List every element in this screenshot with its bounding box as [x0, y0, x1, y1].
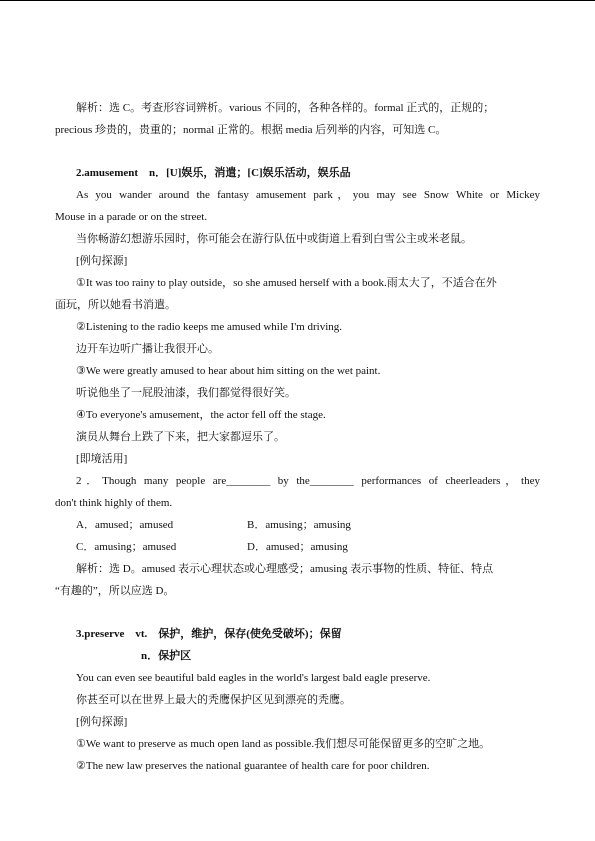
option-b: B．amusing；amusing — [247, 519, 351, 531]
explanation-line: precious 珍贵的，贵重的；normal 正常的。根据 media 后列举的内容，可知选 C。 — [55, 124, 447, 136]
option-a: A．amused；amused — [76, 519, 174, 531]
example-zh: 当你畅游幻想游乐园时，你可能会在游行队伍中或街道上看到白雪公主或米老鼠。 — [76, 233, 472, 245]
sentence-en: ②The new law preserves the national guarantee of health care for poor children. — [76, 760, 430, 772]
option-d: D．amused；amusing — [247, 541, 348, 553]
entry-heading-preserve: 3.preserve vt. 保护，维护，保存(使免受破坏)；保留 — [76, 628, 342, 640]
sentence-zh: 面玩，所以她看书消遣。 — [55, 299, 176, 311]
example-en: Mouse in a parade or on the street. — [55, 211, 208, 223]
question-text: don't think highly of them. — [55, 497, 173, 509]
sentence-zh: 听说他坐了一屁股油漆，我们都觉得很好笑。 — [76, 387, 296, 399]
option-c: C．amusing；amused — [76, 541, 177, 553]
entry-heading-amusement: 2.amusement n．[U]娱乐，消遣；[C]娱乐活动，娱乐品 — [76, 167, 351, 179]
sentence-zh: 演员从舞台上跌了下来，把大家都逗乐了。 — [76, 431, 285, 443]
sentence-en: ①We want to preserve as much open land as possible.我们想尽可能保留更多的空旷之地。 — [76, 738, 491, 750]
explanation-line: 解析：选 C。考查形容词辨析。various 不同的，各种各样的。formal 正式的，正规的； — [76, 102, 495, 114]
sentence-en: ③We were greatly amused to hear about him sitting on the wet paint. — [76, 365, 381, 377]
top-rule — [0, 0, 595, 1]
sentence-en: ④To everyone's amusement，the actor fell off the stage. — [76, 409, 326, 421]
question-text: 2．Though many people are________ by the________ performances of cheerleaders，they — [76, 475, 540, 487]
section-label: [例句探源] — [76, 716, 128, 728]
section-label: [例句探源] — [76, 255, 128, 267]
answer-explanation: 解析：选 D。amused 表示心理状态或心理感受；amusing 表示事物的性质、特征、特点 — [76, 563, 494, 575]
sentence-en: ①It was too rainy to play outside，so she amused herself with a book.雨太大了，不适合在外 — [76, 277, 497, 289]
example-en: As you wander around the fantasy amusement park，you may see Snow White or Mickey — [76, 189, 540, 201]
section-label: [即境活用] — [76, 453, 128, 465]
sentence-zh: 边开车边听广播让我很开心。 — [76, 343, 219, 355]
answer-explanation: “有趣的”，所以应选 D。 — [55, 585, 175, 597]
sentence-en: ②Listening to the radio keeps me amused while I'm driving. — [76, 321, 343, 333]
entry-subheading-preserve: n．保护区 — [141, 650, 192, 662]
example-en: You can even see beautiful bald eagles in the world's largest bald eagle preserve. — [76, 672, 431, 684]
example-zh: 你甚至可以在世界上最大的秃鹰保护区见到漂亮的秃鹰。 — [76, 694, 351, 706]
